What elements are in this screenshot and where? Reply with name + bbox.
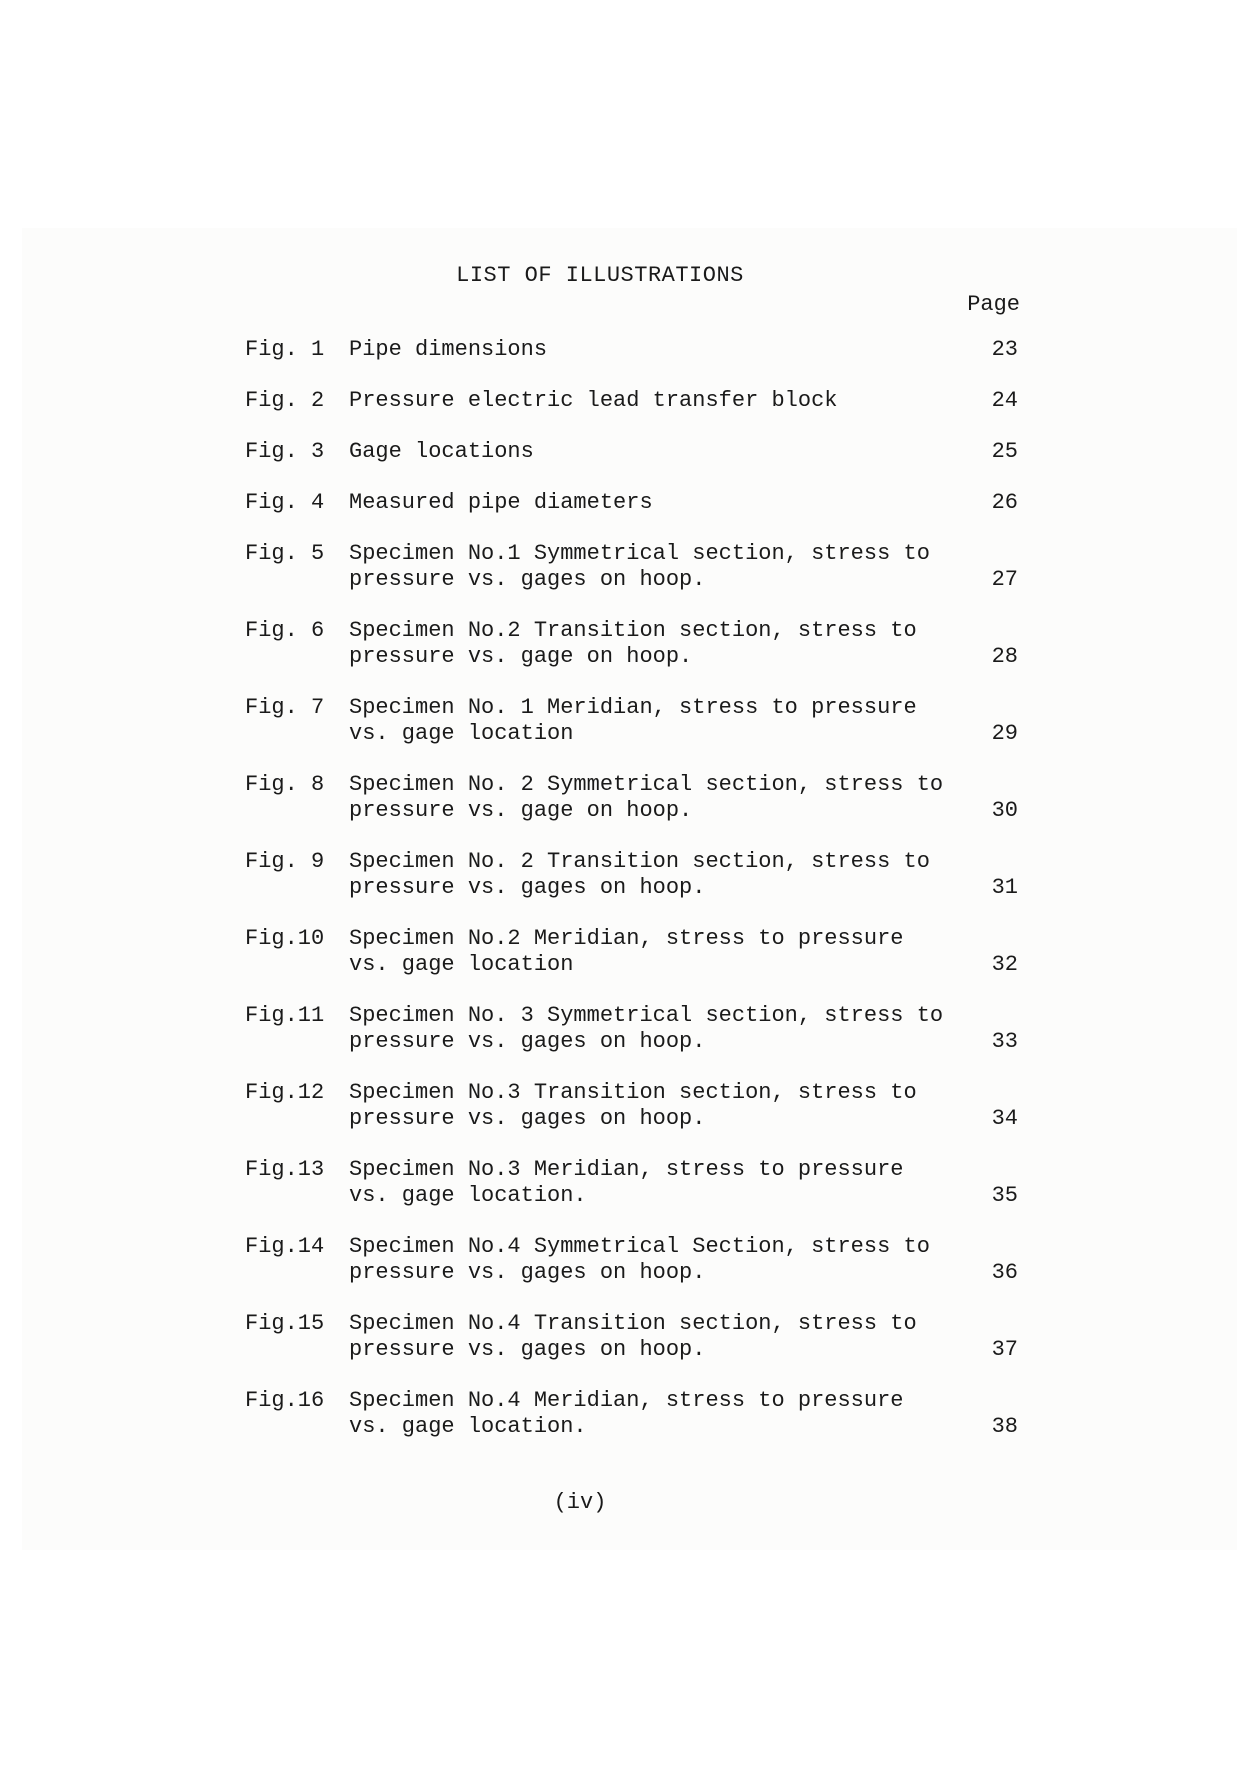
list-item: [0, 849, 1259, 926]
figure-caption: Specimen No. 3 Symmetrical section, stress to pressure vs. gages on hoop.: [349, 1003, 944, 1054]
figure-number: Fig. 6: [245, 618, 325, 643]
page-number: 30: [991, 798, 1018, 823]
page-number: 31: [991, 875, 1018, 900]
page-footer-number: (iv): [553, 1490, 607, 1515]
list-item: [0, 1080, 1259, 1157]
figure-number: Fig. 7: [245, 695, 325, 720]
figure-caption: Specimen No.4 Meridian, stress to pressure vs. gage location.: [349, 1388, 904, 1439]
figure-number: Fig.11: [245, 1003, 325, 1028]
figure-caption: Specimen No. 2 Transition section, stress to pressure vs. gages on hoop.: [349, 849, 930, 900]
figure-number: Fig. 4: [245, 490, 325, 515]
list-item: [0, 1003, 1259, 1080]
figure-number: Fig.15: [245, 1311, 325, 1336]
list-item: [0, 541, 1259, 618]
page-number: 26: [991, 490, 1018, 515]
page-number: 35: [991, 1183, 1018, 1208]
page-number: 37: [991, 1337, 1018, 1362]
page-number: 28: [991, 644, 1018, 669]
figure-number: Fig. 2: [245, 388, 325, 413]
page-number: 27: [991, 567, 1018, 592]
figure-number: Fig.13: [245, 1157, 325, 1182]
page-number: 23: [991, 337, 1018, 362]
figure-number: Fig. 3: [245, 439, 325, 464]
figure-number: Fig.14: [245, 1234, 325, 1259]
page-number: 25: [991, 439, 1018, 464]
figure-caption: Specimen No.4 Transition section, stress to pressure vs. gages on hoop.: [349, 1311, 917, 1362]
list-item: [0, 1311, 1259, 1388]
figure-number: Fig. 8: [245, 772, 325, 797]
figure-caption: Pipe dimensions: [349, 337, 548, 362]
page-number: 36: [991, 1260, 1018, 1285]
list-item: [0, 439, 1259, 490]
list-item: [0, 490, 1259, 541]
figure-caption: Specimen No.2 Transition section, stress to pressure vs. gage on hoop.: [349, 618, 917, 669]
figure-number: Fig. 1: [245, 337, 325, 362]
list-item: [0, 1388, 1259, 1465]
figure-caption: Gage locations: [349, 439, 534, 464]
figure-caption: Specimen No.3 Meridian, stress to pressure vs. gage location.: [349, 1157, 904, 1208]
list-item: [0, 772, 1259, 849]
page-number: 38: [991, 1414, 1018, 1439]
figure-caption: Specimen No.3 Transition section, stress to pressure vs. gages on hoop.: [349, 1080, 917, 1131]
figure-number: Fig.16: [245, 1388, 325, 1413]
figure-number: Fig.10: [245, 926, 325, 951]
illustrations-list: [0, 337, 1259, 1465]
page-column-header: Page: [967, 292, 1020, 317]
list-item: [0, 337, 1259, 388]
figure-number: Fig. 5: [245, 541, 325, 566]
list-item: [0, 926, 1259, 1003]
figure-caption: Pressure electric lead transfer block: [349, 388, 838, 413]
figure-caption: Specimen No.1 Symmetrical section, stress to pressure vs. gages on hoop.: [349, 541, 930, 592]
page-number: 34: [991, 1106, 1018, 1131]
figure-caption: Specimen No.2 Meridian, stress to pressure vs. gage location: [349, 926, 904, 977]
page-number: 24: [991, 388, 1018, 413]
page-number: 29: [991, 721, 1018, 746]
figure-caption: Specimen No.4 Symmetrical Section, stress to pressure vs. gages on hoop.: [349, 1234, 930, 1285]
page-number: 33: [991, 1029, 1018, 1054]
figure-number: Fig.12: [245, 1080, 325, 1105]
figure-caption: Specimen No. 1 Meridian, stress to pressure vs. gage location: [349, 695, 917, 746]
list-item: [0, 618, 1259, 695]
figure-caption: Measured pipe diameters: [349, 490, 653, 515]
figure-number: Fig. 9: [245, 849, 325, 874]
figure-caption: Specimen No. 2 Symmetrical section, stress to pressure vs. gage on hoop.: [349, 772, 944, 823]
list-item: [0, 388, 1259, 439]
list-item: [0, 1157, 1259, 1234]
page-title: LIST OF ILLUSTRATIONS: [456, 263, 744, 288]
list-item: [0, 1234, 1259, 1311]
list-item: [0, 695, 1259, 772]
page-number: 32: [991, 952, 1018, 977]
